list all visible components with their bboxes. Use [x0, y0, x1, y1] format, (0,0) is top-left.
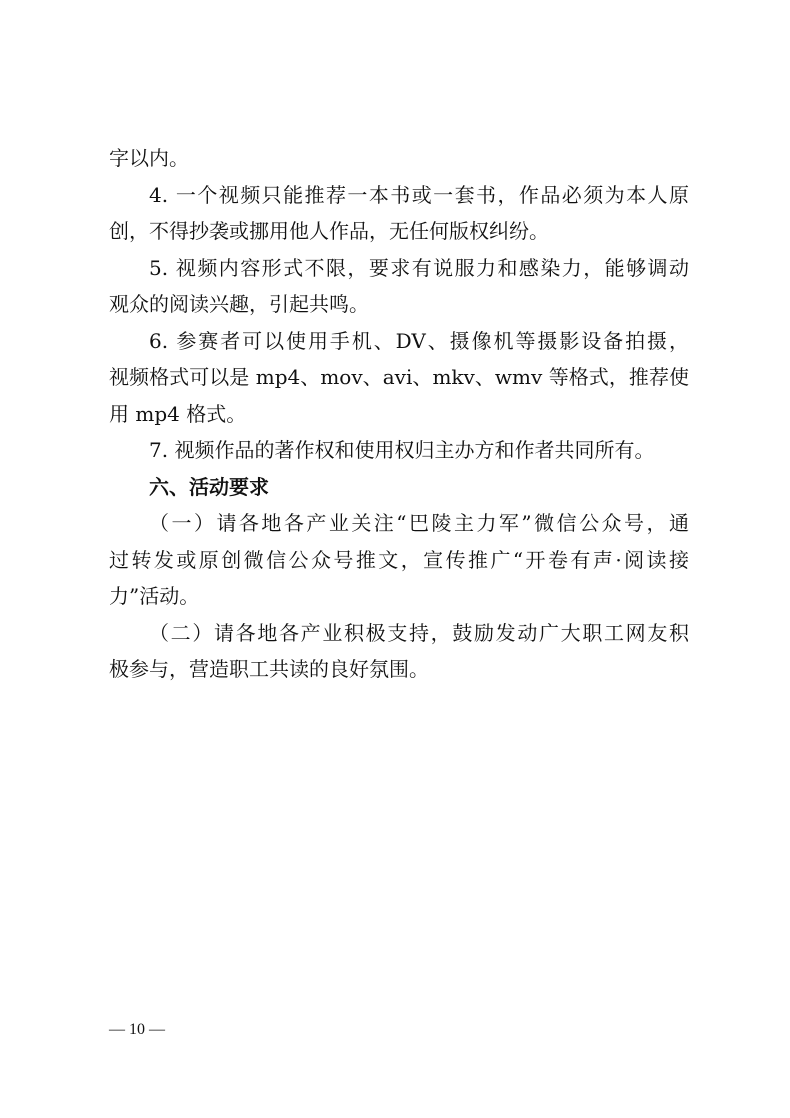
item-7-line-1: 7. 视频作品的著作权和使用权归主办方和作者共同所有。 [149, 438, 655, 462]
requirement-2-line-1: （二）请各地各产业积极支持，鼓励发动广大职工网友积 [149, 620, 689, 645]
requirement-1-line-2: 过转发或原创微信公众号推文，宣传推广“开卷有声·阅读接 [109, 547, 689, 572]
item-4-line-1: 4. 一个视频只能推荐一本书或一套书，作品必须为本人原 [149, 182, 689, 207]
item-6-line-1: 6. 参赛者可以使用手机、DV、摄像机等摄影设备拍摄， [149, 328, 689, 353]
body-text [109, 140, 689, 688]
item-5-line-2: 观众的阅读兴趣，引起共鸣。 [109, 292, 369, 316]
item-6-line-2: 视频格式可以是 mp4、mov、avi、mkv、wmv 等格式，推荐使 [109, 365, 689, 389]
requirement-1-line-1: （一）请各地各产业关注“巴陵主力军”微信公众号，通 [149, 511, 689, 535]
item-5-line-1: 5. 视频内容形式不限，要求有说服力和感染力，能够调动 [149, 255, 689, 280]
text-line: 字以内。 [109, 146, 189, 170]
section-heading: 六、活动要求 [149, 474, 269, 499]
page-number: — 10 — [109, 1021, 165, 1038]
item-4-line-2: 创，不得抄袭或挪用他人作品，无任何版权纠纷。 [109, 219, 549, 243]
requirement-1-line-3: 力”活动。 [109, 584, 200, 608]
requirement-2-line-2: 极参与，营造职工共读的良好氛围。 [109, 657, 429, 681]
item-6-line-3: 用 mp4 格式。 [109, 401, 247, 426]
